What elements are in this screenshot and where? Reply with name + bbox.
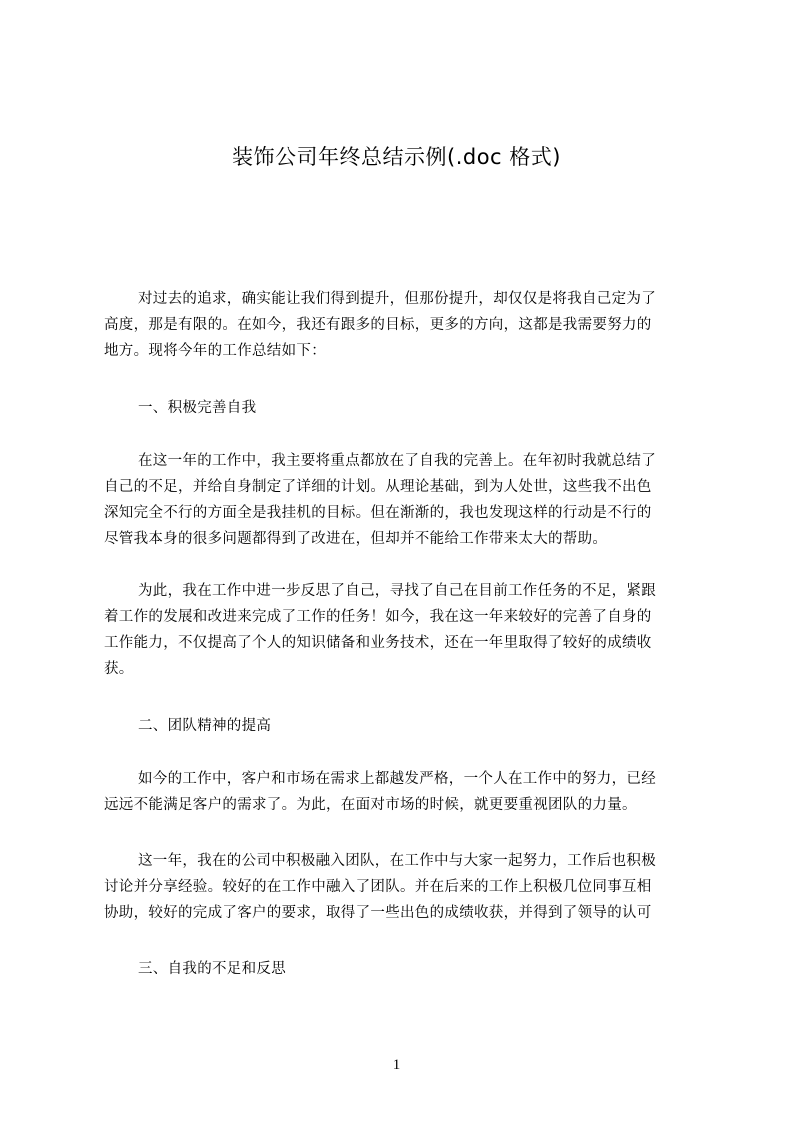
page-number: 1: [392, 1057, 401, 1073]
document-title: 装饰公司年终总结示例(.doc 格式): [232, 145, 561, 169]
paragraph-line: 地方。现将今年的工作总结如下：: [104, 343, 326, 359]
intro-paragraph: [104, 286, 702, 364]
section-heading-2: 二、团队精神的提高: [138, 718, 272, 734]
section-heading-1: 一、积极完善自我: [138, 400, 257, 416]
section1-paragraph-1: [104, 448, 702, 552]
paragraph-line: 讨论并分享经验。较好的在工作中融入了团队。并在后来的工作上积极几位同事互相: [104, 879, 652, 895]
paragraph-line: 在这一年的工作中，我主要将重点都放在了自我的完善上。在年初时我就总结了: [138, 453, 656, 469]
paragraph-line: 如今的工作中，客户和市场在需求上都越发严格，一个人在工作中的努力，已经: [138, 771, 656, 787]
paragraph-line: 获。: [104, 661, 134, 677]
paragraph-line: 自己的不足，并给自身制定了详细的计划。从理论基础，到为人处世，这些我不出色: [104, 479, 652, 495]
paragraph-line: 为此，我在工作中进一步反思了自己，寻找了自己在目前工作任务的不足，紧跟: [138, 583, 656, 599]
paragraph-line: 深知完全不行的方面全是我挂机的目标。但在渐渐的，我也发现这样的行动是不行的: [104, 505, 652, 521]
paragraph-line: 高度，那是有限的。在如今，我还有跟多的目标，更多的方向，这都是我需要努力的: [104, 317, 652, 333]
section-heading-3: 三、自我的不足和反思: [138, 961, 286, 977]
paragraph-line: 对过去的追求，确实能让我们得到提升，但那份提升，却仅仅是将我自己定为了: [138, 291, 656, 307]
paragraph-line: 协助，较好的完成了客户的要求，取得了一些出色的成绩收获，并得到了领导的认可: [104, 905, 652, 921]
paragraph-line: 尽管我本身的很多问题都得到了改进在，但却并不能给工作带来太大的帮助。: [104, 531, 608, 547]
section1-paragraph-2: [104, 578, 702, 682]
paragraph-line: 远远不能满足客户的需求了。为此，在面对市场的时候，就更要重视团队的力量。: [104, 797, 637, 813]
paragraph-line: 着工作的发展和改进来完成了工作的任务！如今，我在这一年来较好的完善了自身的: [104, 609, 652, 625]
paragraph-line: 这一年，我在的公司中积极融入团队，在工作中与大家一起努力，工作后也积极: [138, 853, 656, 869]
paragraph-line: 工作能力，不仅提高了个人的知识储备和业务技术，还在一年里取得了较好的成绩收: [104, 635, 652, 651]
section2-paragraph-2: [104, 848, 702, 926]
section2-paragraph-1: [104, 766, 702, 818]
